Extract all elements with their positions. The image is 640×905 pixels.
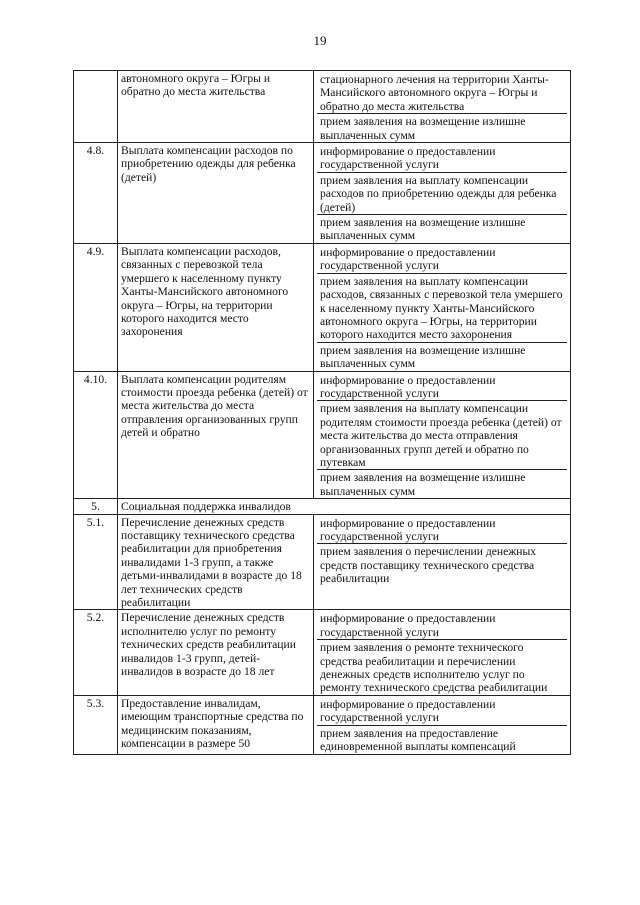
- service-list: [314, 71, 571, 143]
- measure-name: Перечисление денежных средств исполнителю услуг по ремонту технических средств реабилитации инвалидов 1-3 групп, детей-инвалидов в возрасте до 18 лет: [118, 610, 314, 695]
- service-item: информирование о предоставлении государственной услуги: [320, 612, 496, 639]
- row-number: 5.: [74, 499, 118, 514]
- measure-name: Перечисление денежных средств поставщику технического средства реабилитации для приобретения инвалидами 1-3 групп, а также детьми-инвалидами в возрасте до 18 лет технических средств реабилитации: [118, 514, 314, 610]
- service-item: прием заявления на выплату компенсации родителям стоимости проезда ребенка (детей) от места жительства до места отправления организованных групп детей и обратно по путевкам: [317, 400, 567, 469]
- measure-name: автономного округа – Югры и обратно до места жительства: [118, 71, 314, 143]
- service-list: [314, 143, 571, 244]
- service-item: прием заявления на предоставление единовременной выплаты компенсаций: [317, 725, 567, 754]
- measure-name: Выплата компенсации родителям стоимости проезда ребенка (детей) от места жительства до места отправления организованных групп детей и обратно: [118, 371, 314, 499]
- service-list: [314, 695, 571, 754]
- service-item: прием заявления на возмещение излишне выплаченных сумм: [317, 214, 567, 243]
- service-list: [314, 514, 571, 610]
- table-row: [74, 243, 571, 371]
- service-item: прием заявления на возмещение излишне выплаченных сумм: [317, 469, 567, 498]
- services-table: [73, 70, 571, 755]
- table-row: [74, 371, 571, 499]
- table-row: [74, 143, 571, 244]
- row-number: 4.9.: [74, 243, 118, 371]
- service-item: стационарного лечения на территории Ханты-Мансийского автономного округа – Югры и обратно до места жительства: [320, 73, 549, 113]
- measure-name: Предоставление инвалидам, имеющим транспортные средства по медицинским показаниям, компенсации в размере 50: [118, 695, 314, 754]
- row-number: 5.2.: [74, 610, 118, 695]
- section-title: Социальная поддержка инвалидов: [118, 499, 571, 514]
- service-item: прием заявления на возмещение излишне выплаченных сумм: [317, 342, 567, 371]
- measure-name: Выплата компенсации расходов, связанных с перевозкой тела умершего к населенному пункту Ханты-Мансийского автономного округа – Югры, на территории которого находится место захоронения: [118, 243, 314, 371]
- table-row: [74, 610, 571, 695]
- page-number: 19: [313, 33, 327, 48]
- section-row: [74, 499, 571, 514]
- service-item: информирование о предоставлении государственной услуги: [320, 373, 496, 400]
- service-item: прием заявления на выплату компенсации расходов, связанных с перевозкой тела умершего к населенному пункту Ханты-Мансийского автономного округа – Югры, на территории которого находится место захоронения: [317, 273, 567, 342]
- row-number: 5.1.: [74, 514, 118, 610]
- measure-name: Выплата компенсации расходов по приобретению одежды для ребенка (детей): [118, 143, 314, 244]
- table-row: [74, 71, 571, 143]
- services-table-body: [74, 71, 571, 755]
- row-number: 4.8.: [74, 143, 118, 244]
- row-number: [74, 71, 118, 143]
- table-row: [74, 514, 571, 610]
- service-item: прием заявления на выплату компенсации расходов по приобретению одежды для ребенка (детей): [317, 172, 567, 214]
- service-item: прием заявления о перечислении денежных средств поставщику технического средства реабилитации: [317, 543, 567, 585]
- row-number: 5.3.: [74, 695, 118, 754]
- service-list: [314, 243, 571, 371]
- service-item: информирование о предоставлении государственной услуги: [320, 516, 496, 543]
- service-item: прием заявления на возмещение излишне выплаченных сумм: [317, 113, 567, 142]
- service-item: информирование о предоставлении государственной услуги: [320, 145, 496, 172]
- table-row: [74, 695, 571, 754]
- service-item: прием заявления о ремонте технического средства реабилитации и перечислении денежных средств исполнителю услуг по ремонту технического средства реабилитации: [317, 639, 567, 695]
- service-item: информирование о предоставлении государственной услуги: [320, 245, 496, 273]
- service-item: информирование о предоставлении государственной услуги: [320, 697, 496, 725]
- service-list: [314, 610, 571, 695]
- service-list: [314, 371, 571, 499]
- row-number: 4.10.: [74, 371, 118, 499]
